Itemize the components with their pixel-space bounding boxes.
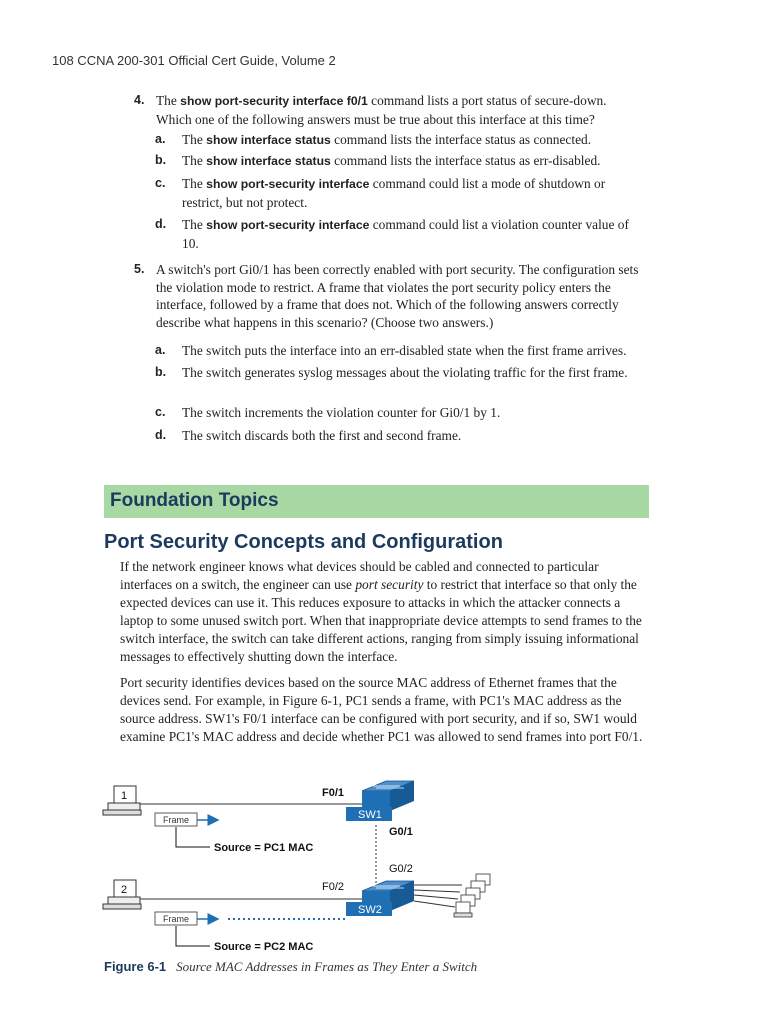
pc1-icon [103,786,141,815]
sw1-label: SW1 [358,809,382,821]
section-title-bar [104,485,649,518]
figure-caption [104,959,477,975]
paragraph-2: Port security identifies devices based on the source MAC address of Ethernet frames that the devices send. For example, in Figure 6-1, PC1 sends a frame, with PC1's MAC address as the source address. SW1's F0/1 interface can be configured with port security, and if so, SW1 would examine PC1's MAC address and decide whether PC1 was allowed to send frames into port F0/1. [120,675,643,745]
source-1-label: Source = PC1 MAC [214,842,314,854]
question-text: The show port-security interface f0/1 command lists a port status of secure-down. Which one of the following answers must be true about this interface at this time? [156,93,607,127]
option-5c: c. The switch increments the violation counter for Gi0/1 by 1. [155,405,501,420]
option-4d: d. The show port-security interface command could list a violation counter value of 10. [155,217,629,251]
source-2-callout [176,926,210,946]
f02-label: F0/2 [322,881,345,893]
f01-label: F0/1 [322,787,345,799]
question-text: A switch's port Gi0/1 has been correctly enabled with port security. The configuration sets the violation mode to restrict. A frame that violates the port security policy enters the interface, followed by a frame that does not. Which of the following answers correctly describe what happens in this scenario? (Choose two answers.) [156,262,639,330]
pc2-icon [103,880,141,909]
question-number: 5. [134,262,145,276]
pc1-label: 1 [121,790,128,802]
pc2-label: 2 [121,884,128,896]
source-2-label: Source = PC2 MAC [214,941,314,953]
sw2-label: SW2 [358,904,382,916]
g01-label: G0/1 [389,826,413,838]
option-5a: a. The switch puts the interface into an err-disabled state when the first frame arrives. [155,343,627,358]
question-4 [134,92,644,128]
frame-2-label: Frame [163,914,190,924]
caption-label: Figure 6-1 [104,959,167,974]
option-4c: c. The show port-security interface command could list a mode of shutdown or restrict, but not protect. [155,176,606,210]
source-1-callout [176,827,210,847]
section-title: Foundation Topics [110,490,279,511]
option-4a: a. The show interface status command lists the interface status as connected. [155,132,592,147]
g02-label: G0/2 [389,863,413,875]
figure-6-1 [100,775,520,960]
question-5 [134,261,644,331]
question-number: 4. [134,93,145,107]
caption-text: Source MAC Addresses in Frames as They Enter a Switch [176,959,478,974]
option-5b: b. The switch generates syslog messages about the violating traffic for the first frame. [155,365,628,380]
running-head: 108 CCNA 200-301 Official Cert Guide, Volume 2 [52,53,336,68]
frame-1-label: Frame [163,815,190,825]
sw1-icon [346,781,414,821]
option-4b: b. The show interface status command lists the interface status as err-disabled. [155,153,601,168]
paragraph-1: If the network engineer knows what devices should be cabled and connected to particular interfaces on a switch, the engineer can use port security to restrict that interface so that only the expected devices can use it. This reduces exposure to attacks in which the attacker connects a laptop to some unused switch port. When that inappropriate device attempts to send frames to the switch interface, the switch can take different actions, ranging from simply issuing informational messages to effectively shutting down the interface. [120,559,642,665]
option-5d: d. The switch discards both the first and second frame. [155,428,462,443]
section-heading: Port Security Concepts and Configuration [104,531,503,553]
pc-group-icon [454,874,490,917]
